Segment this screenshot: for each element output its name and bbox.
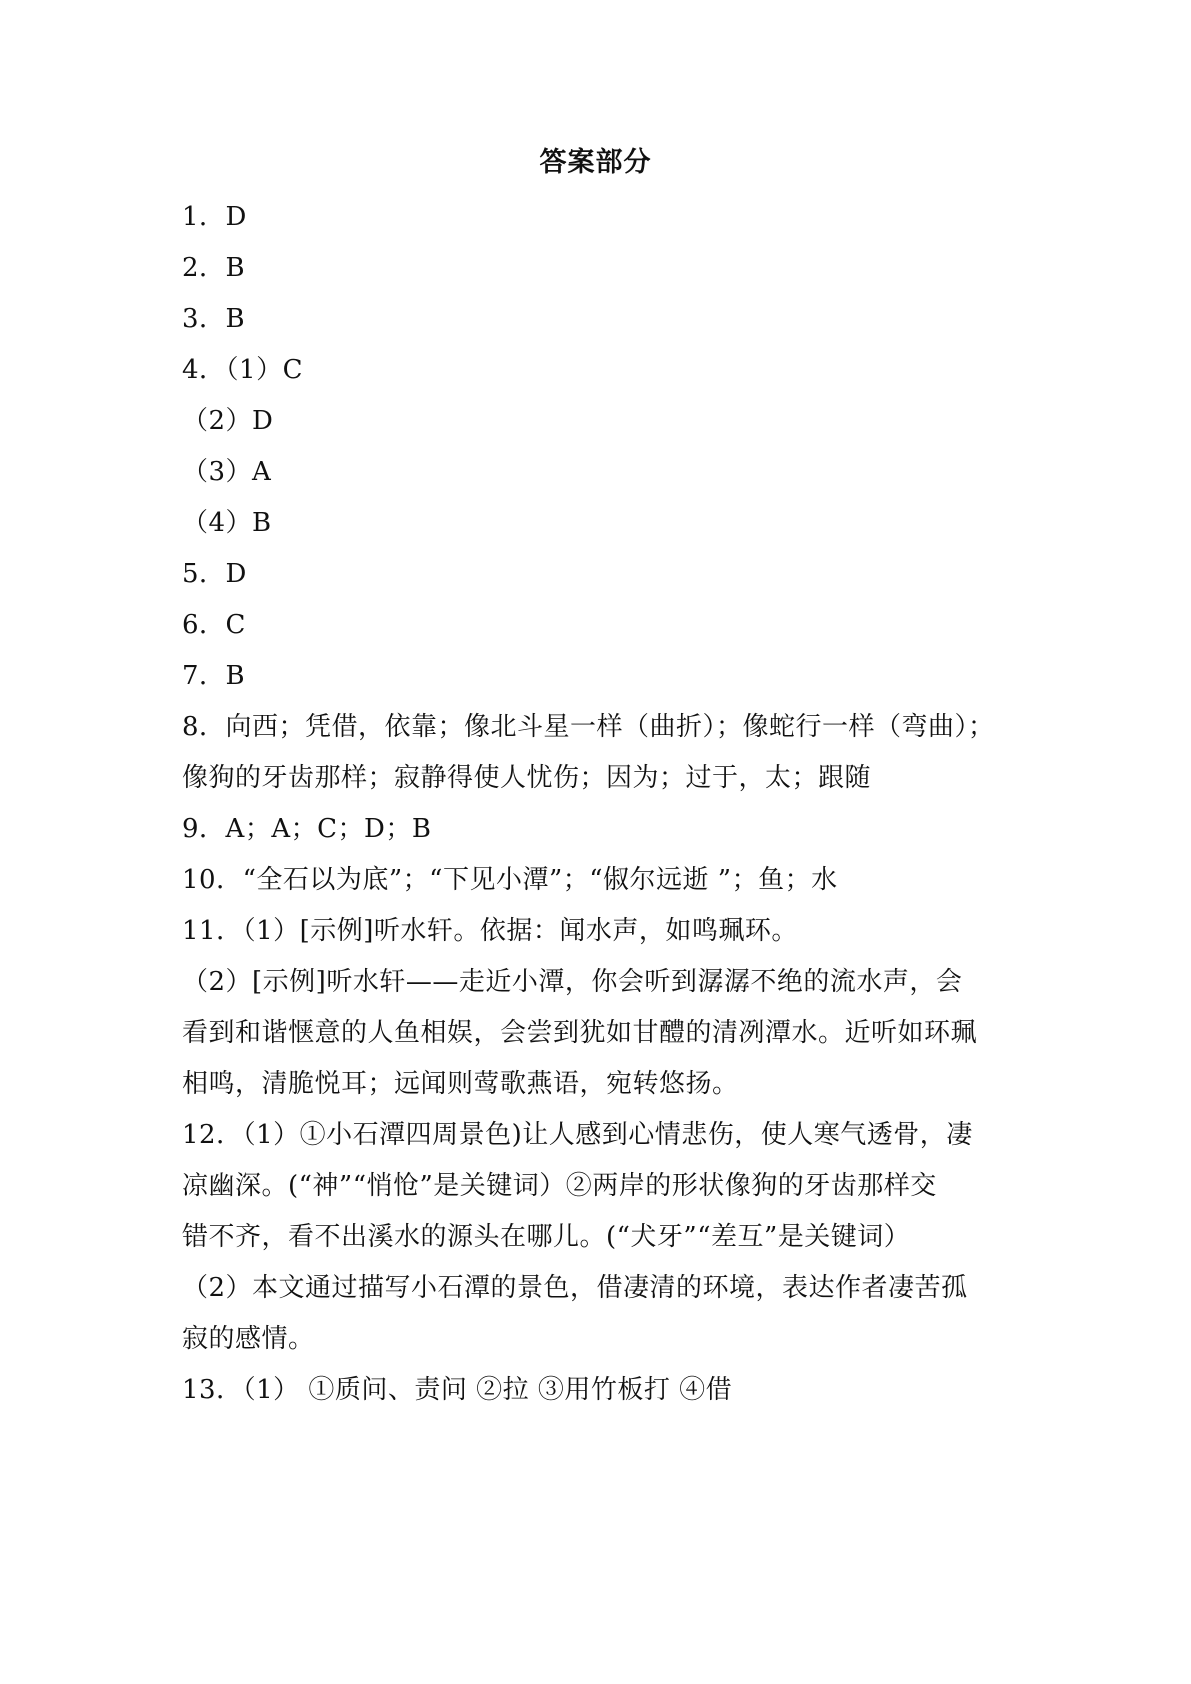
answer-line-1: 1．D: [182, 202, 247, 232]
answer-line-4-4: （4）B: [182, 508, 272, 538]
answer-line-4-2: （2）D: [182, 406, 274, 436]
answer-line-12-cont2: 错不齐，看不出溪水的源头在哪儿。(“犬牙”“差互”是关键词）: [182, 1222, 911, 1252]
answer-line-5: 5．D: [182, 559, 247, 589]
answer-line-2: 2．B: [182, 253, 246, 283]
page-title: 答案部分: [539, 147, 652, 178]
answer-line-3: 3．B: [182, 304, 246, 334]
answer-line-12-2: （2）本文通过描写小石潭的景色，借凄清的环境，表达作者凄苦孤: [182, 1273, 968, 1303]
answer-line-11: 11．（1）[示例]听水轩。依据：闻水声，如鸣珮环。: [182, 916, 798, 946]
answer-line-8-cont: 像狗的牙齿那样；寂静得使人忧伤；因为；过于，太；跟随: [182, 763, 872, 793]
answer-line-10: 10．“全石以为底”；“下见小潭”；“俶尔远逝 ”；鱼；水: [182, 865, 838, 895]
answer-line-8: 8．向西；凭借，依靠；像北斗星一样（曲折）；像蛇行一样（弯曲）；: [182, 712, 995, 742]
answer-line-4: 4．（1）C: [182, 355, 303, 385]
answer-line-6: 6．C: [182, 610, 246, 640]
answer-line-7: 7．B: [182, 661, 246, 691]
answer-line-11-2-cont: 看到和谐惬意的人鱼相娱，会尝到犹如甘醴的清冽潭水。近听如环珮: [182, 1018, 978, 1048]
answer-line-12-2-cont: 寂的感情。: [182, 1324, 315, 1354]
answer-line-11-2: （2）[示例]听水轩——走近小潭，你会听到潺潺不绝的流水声，会: [182, 967, 963, 997]
answer-line-9: 9．A；A；C；D；B: [182, 814, 432, 844]
answer-line-13: 13．（1） ①质问、责问 ②拉 ③用竹板打 ④借: [182, 1375, 733, 1405]
answer-line-4-3: （3）A: [182, 457, 272, 487]
answer-line-12: 12．（1）①小石潭四周景色)让人感到心情悲伤，使人寒气透骨，凄: [182, 1120, 973, 1150]
answer-line-11-2-cont2: 相鸣，清脆悦耳；远闻则莺歌燕语，宛转悠扬。: [182, 1069, 739, 1099]
answer-line-12-cont: 凉幽深。(“神”“悄怆”是关键词）②两岸的形状像狗的牙齿那样交: [182, 1171, 937, 1201]
